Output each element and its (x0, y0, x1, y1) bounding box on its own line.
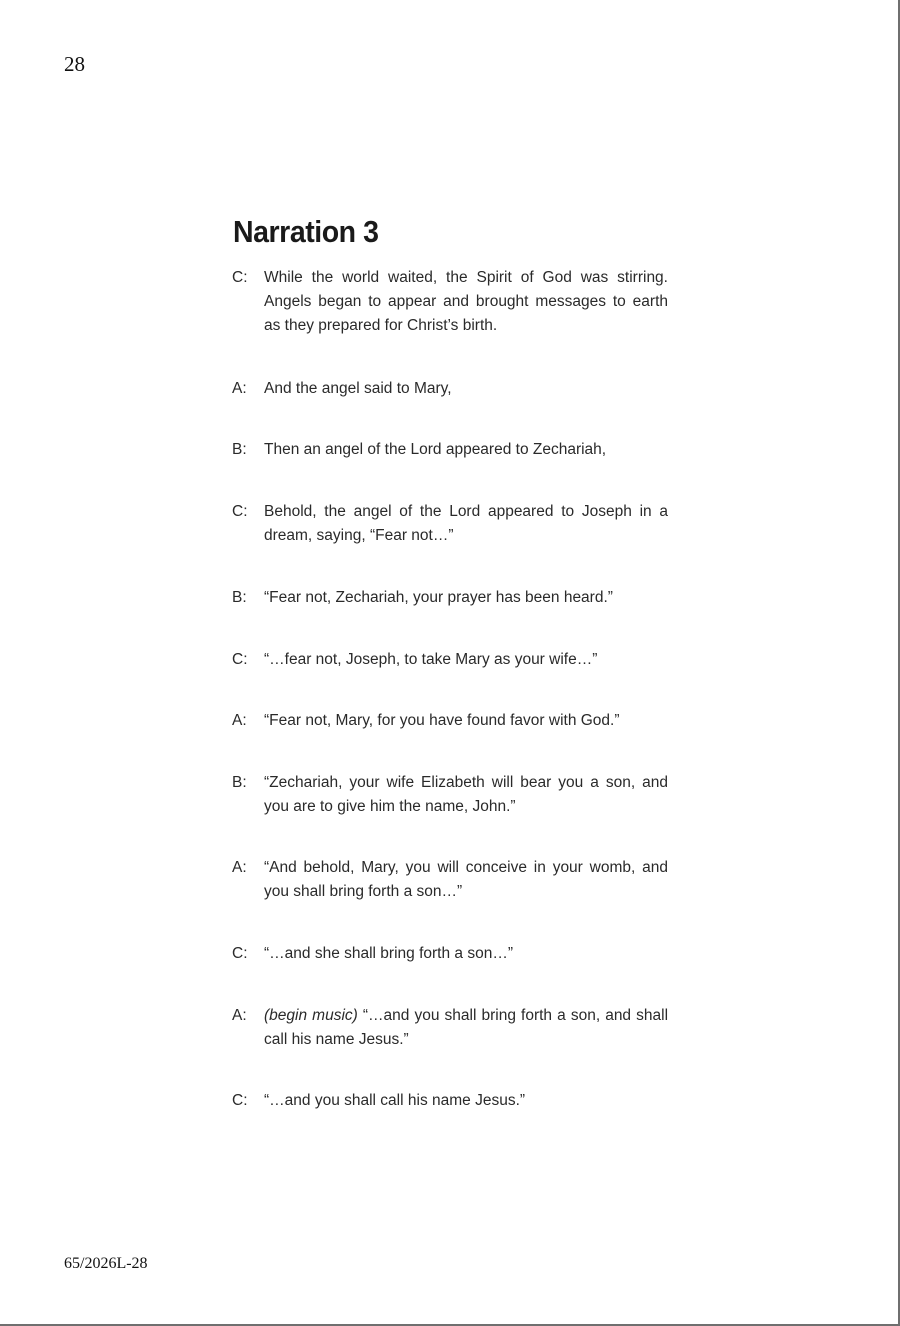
speaker-label: C: (232, 503, 248, 520)
speaker-label: C: (232, 945, 248, 962)
page-number: 28 (64, 52, 85, 76)
speaker-label: C: (232, 1092, 248, 1109)
line-body: “Fear not, Mary, for you have found favor with God.” (264, 712, 620, 729)
script-line (232, 942, 668, 966)
section-title: Narration 3 (233, 214, 379, 249)
speaker-label: A: (232, 859, 247, 876)
speaker-label: B: (232, 774, 247, 791)
line-body: While the world waited, the Spirit of God was stirring. Angels began to appear and brought messages to earth as they prepared for Christ’s birth. (264, 269, 668, 334)
line-text (264, 709, 668, 733)
line-body: Then an angel of the Lord appeared to Zechariah, (264, 441, 607, 458)
line-body: “…and you shall call his name Jesus.” (264, 1092, 526, 1109)
script-line (232, 709, 668, 733)
line-text (264, 1004, 668, 1052)
speaker-label: A: (232, 380, 247, 397)
line-text (264, 856, 668, 904)
script-line (232, 856, 668, 904)
line-body: “…and she shall bring forth a son…” (264, 945, 513, 962)
line-text (264, 1089, 668, 1113)
script-line (232, 1004, 668, 1052)
line-text (264, 377, 668, 401)
speaker-label: A: (232, 712, 247, 729)
script-line (232, 438, 668, 462)
line-body: “And behold, Mary, you will conceive in your womb, and you shall bring forth a son…” (264, 859, 668, 900)
line-text (264, 771, 668, 819)
line-body: “…and you shall bring forth a son, and shall call his name Jesus.” (264, 1007, 669, 1048)
speaker-label: C: (232, 651, 248, 668)
line-text (264, 648, 668, 672)
footer-code: 65/2026L-28 (64, 1255, 148, 1272)
line-text (264, 438, 668, 462)
script-line (232, 377, 668, 401)
script-line (232, 648, 668, 672)
script-line (232, 771, 668, 819)
line-text (264, 500, 668, 548)
line-text (264, 586, 668, 610)
stage-direction: (begin music) (264, 1007, 358, 1024)
script-line (232, 1089, 668, 1113)
speaker-label: A: (232, 1007, 247, 1024)
line-body: And the angel said to Mary, (264, 380, 452, 397)
line-body: “Fear not, Zechariah, your prayer has been heard.” (264, 589, 613, 606)
line-body: Behold, the angel of the Lord appeared to Joseph in a dream, saying, “Fear not…” (264, 503, 668, 544)
line-text (264, 266, 668, 338)
line-text (264, 942, 668, 966)
line-body: “…fear not, Joseph, to take Mary as your wife…” (264, 651, 598, 668)
script-line (232, 266, 668, 338)
script-line (232, 586, 668, 610)
speaker-label: C: (232, 269, 248, 286)
speaker-label: B: (232, 441, 247, 458)
script-line (232, 500, 668, 548)
line-body: “Zechariah, your wife Elizabeth will bear you a son, and you are to give him the name, John.” (264, 774, 668, 815)
speaker-label: B: (232, 589, 247, 606)
